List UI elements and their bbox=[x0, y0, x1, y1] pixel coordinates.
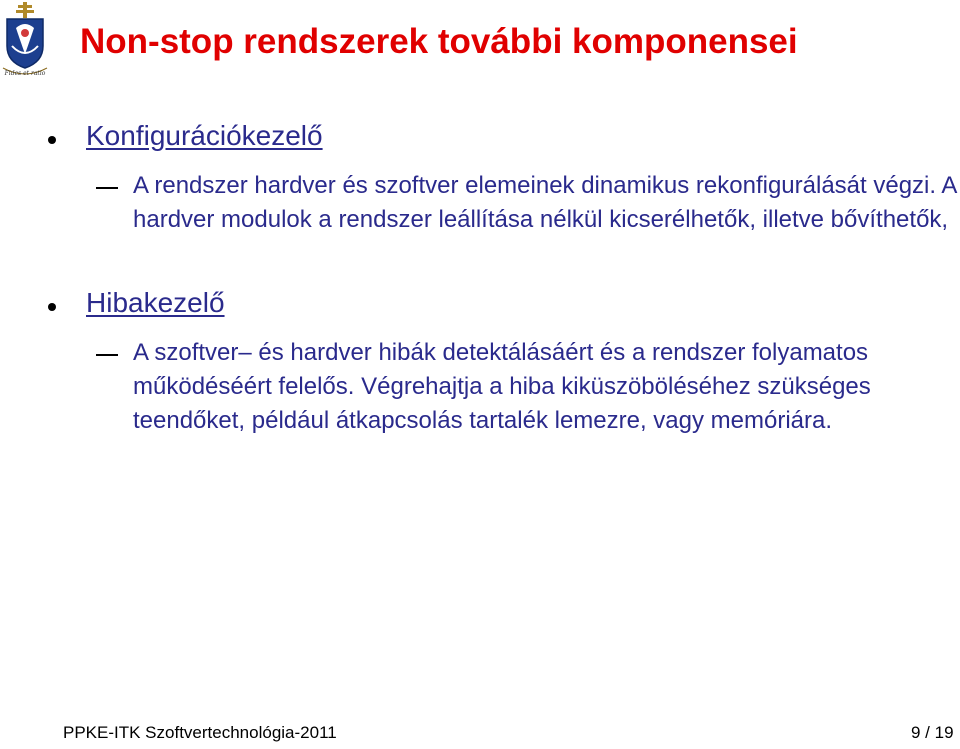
bullet-dot bbox=[48, 136, 56, 144]
sub-item-text: A szoftver– és hardver hibák detektálásáért és a rendszer folyamatos működéséért felelős. Végrehajtja a hiba kiküszöböléséhez szükséges teendőket, például átkapcsolás tartalék lemezre, vagy memóriára. bbox=[133, 339, 871, 434]
slide-title: Non-stop rendszerek további komponensei bbox=[80, 22, 798, 61]
dash-marker bbox=[96, 187, 118, 189]
footer-course: PPKE-ITK Szoftvertechnológia-2011 bbox=[63, 723, 337, 742]
logo-motto: Fides et ratio bbox=[4, 70, 46, 77]
footer-page-number: 9 / 19 bbox=[911, 723, 954, 742]
bullet-heading: Konfigurációkezelő bbox=[86, 120, 323, 151]
dash-marker bbox=[96, 354, 118, 356]
sub-item-text: A rendszer hardver és szoftver elemeinek dinamikus rekonfigurálását végzi. A hardver modulok a rendszer leállítása nélkül kicserélhetők, illetve bővíthetők, bbox=[133, 172, 957, 233]
bullet-heading: Hibakezelő bbox=[86, 287, 225, 318]
bullet-dot bbox=[48, 303, 56, 311]
university-logo bbox=[2, 2, 48, 78]
